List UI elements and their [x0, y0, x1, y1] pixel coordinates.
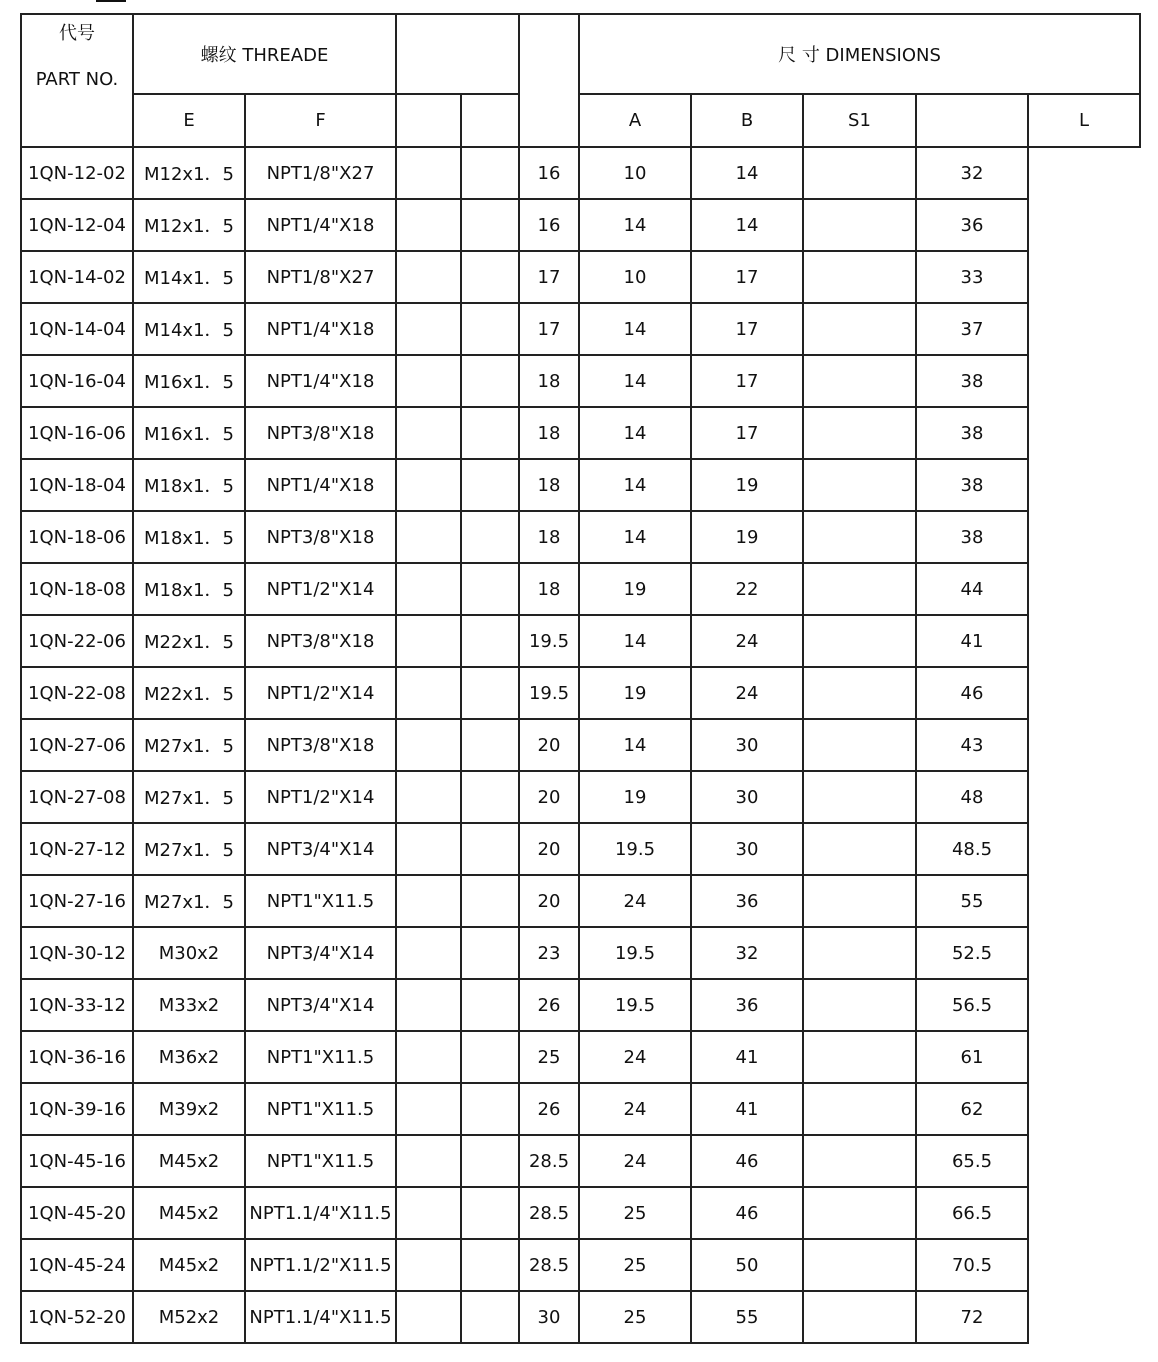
- thread-e-cell: M27x1．5: [133, 719, 245, 771]
- blank-cell: [396, 1031, 461, 1083]
- blank-cell: [803, 563, 916, 615]
- dim-l-cell: 37: [916, 303, 1028, 355]
- part-no-cell: 1QN-16-06: [21, 407, 133, 459]
- dim-b-cell: 14: [579, 459, 691, 511]
- table-row: [21, 875, 1140, 927]
- dim-s1-cell: 19: [691, 511, 803, 563]
- thread-e-cell: M27x1．5: [133, 771, 245, 823]
- blank-cell: [803, 1135, 916, 1187]
- blank-cell: [396, 511, 461, 563]
- dim-a-cell: 28.5: [519, 1187, 579, 1239]
- dim-s1-cell: 55: [691, 1291, 803, 1343]
- dim-s1-cell: 17: [691, 355, 803, 407]
- blank-cell: [461, 1083, 519, 1135]
- thread-f-cell: NPT3/8"X18: [245, 407, 396, 459]
- thread-e-cell: M39x2: [133, 1083, 245, 1135]
- dim-a-cell: 18: [519, 459, 579, 511]
- thread-f-cell: NPT1/4"X18: [245, 459, 396, 511]
- thread-e-cell: M12x1．5: [133, 199, 245, 251]
- part-no-cell: 1QN-52-20: [21, 1291, 133, 1343]
- dim-a-cell: 20: [519, 771, 579, 823]
- part-no-cell: 1QN-27-06: [21, 719, 133, 771]
- part-no-header: [21, 14, 133, 147]
- dim-s1-cell: 17: [691, 303, 803, 355]
- blank-cell: [396, 771, 461, 823]
- blank-cell: [803, 771, 916, 823]
- dim-a-cell: 18: [519, 511, 579, 563]
- dim-a-cell: 25: [519, 1031, 579, 1083]
- table-row: [21, 251, 1140, 303]
- thread-f-cell: NPT1/2"X14: [245, 667, 396, 719]
- blank-cell: [461, 147, 519, 199]
- thread-e-cell: M27x1．5: [133, 823, 245, 875]
- dim-s1-cell: 17: [691, 407, 803, 459]
- blank-cell: [803, 407, 916, 459]
- top-rule-mark: [96, 0, 126, 2]
- dim-s1-cell: 19: [691, 459, 803, 511]
- blank-cell: [461, 979, 519, 1031]
- blank-cell: [461, 199, 519, 251]
- thread-f-cell: NPT1.1/4"X11.5: [245, 1187, 396, 1239]
- blank-cell: [396, 667, 461, 719]
- dim-a-cell: 20: [519, 823, 579, 875]
- table-row: [21, 147, 1140, 199]
- blank-cell: [803, 355, 916, 407]
- dim-s1-cell: 14: [691, 199, 803, 251]
- thread-e-cell: M30x2: [133, 927, 245, 979]
- dim-b-cell: 10: [579, 147, 691, 199]
- part-no-cell: 1QN-12-04: [21, 199, 133, 251]
- dim-l-cell: 38: [916, 511, 1028, 563]
- dim-l-cell: 38: [916, 355, 1028, 407]
- blank-cell: [396, 1239, 461, 1291]
- dim-l-cell: 46: [916, 667, 1028, 719]
- blank-cell: [803, 147, 916, 199]
- dim-b-cell: 19: [579, 771, 691, 823]
- dim-a-cell: 18: [519, 355, 579, 407]
- blank-cell: [803, 615, 916, 667]
- table-row: [21, 1031, 1140, 1083]
- blank-cell: [396, 1187, 461, 1239]
- part-no-cell: 1QN-27-12: [21, 823, 133, 875]
- thread-f-cell: NPT3/8"X18: [245, 719, 396, 771]
- dim-b-cell: 19: [579, 667, 691, 719]
- thread-e-cell: M27x1．5: [133, 875, 245, 927]
- dim-l-cell: 32: [916, 147, 1028, 199]
- part-no-cell: 1QN-18-06: [21, 511, 133, 563]
- dim-s1-cell: 36: [691, 979, 803, 1031]
- dim-s1-cell: 30: [691, 719, 803, 771]
- table-row: [21, 199, 1140, 251]
- thread-e-cell: M22x1．5: [133, 615, 245, 667]
- dim-l-cell: 33: [916, 251, 1028, 303]
- dimensions-group-header: 尺 寸 DIMENSIONS: [579, 14, 1140, 94]
- thread-f-cell: NPT1.1/4"X11.5: [245, 1291, 396, 1343]
- dim-b-cell: 24: [579, 875, 691, 927]
- thread-e-cell: M18x1．5: [133, 563, 245, 615]
- blank-cell: [803, 251, 916, 303]
- blank-cell: [461, 719, 519, 771]
- blank-cell: [803, 1291, 916, 1343]
- dim-a-cell: 26: [519, 1083, 579, 1135]
- blank-cell: [461, 667, 519, 719]
- dim-s1-cell: 24: [691, 615, 803, 667]
- dim-s1-cell: 30: [691, 823, 803, 875]
- dim-b-cell: 14: [579, 615, 691, 667]
- dim-b-cell: 19.5: [579, 823, 691, 875]
- table-row: [21, 459, 1140, 511]
- thread-f-cell: NPT1/4"X18: [245, 199, 396, 251]
- blank-cell: [803, 667, 916, 719]
- dim-s1-cell: 22: [691, 563, 803, 615]
- dim-b-cell: 10: [579, 251, 691, 303]
- dim-l-cell: 62: [916, 1083, 1028, 1135]
- dim-l-cell: 44: [916, 563, 1028, 615]
- dim-b-cell: 24: [579, 1135, 691, 1187]
- blank-cell: [461, 1291, 519, 1343]
- blank-cell: [396, 1135, 461, 1187]
- dim-b-cell: 25: [579, 1187, 691, 1239]
- blank-cell: [803, 823, 916, 875]
- blank-cell: [461, 251, 519, 303]
- blank-cell: [803, 1083, 916, 1135]
- table-row: [21, 667, 1140, 719]
- dim-b-cell: 14: [579, 407, 691, 459]
- part-no-cell: 1QN-14-02: [21, 251, 133, 303]
- part-no-cell: 1QN-30-12: [21, 927, 133, 979]
- dim-b-cell: 24: [579, 1031, 691, 1083]
- table-row: [21, 1239, 1140, 1291]
- dim-a-cell: 19.5: [519, 615, 579, 667]
- dim-l-cell: 43: [916, 719, 1028, 771]
- dim-b-cell: 24: [579, 1083, 691, 1135]
- thread-f-cell: NPT3/4"X14: [245, 979, 396, 1031]
- thread-f-cell: NPT1"X11.5: [245, 1031, 396, 1083]
- thread-f-cell: NPT3/8"X18: [245, 615, 396, 667]
- part-no-cell: 1QN-14-04: [21, 303, 133, 355]
- blank-cell: [461, 563, 519, 615]
- dim-b-cell: 25: [579, 1239, 691, 1291]
- dim-l-cell: 48.5: [916, 823, 1028, 875]
- dim-a-cell: 19.5: [519, 667, 579, 719]
- blank-cell: [396, 875, 461, 927]
- dim-l-cell: 52.5: [916, 927, 1028, 979]
- dim-a-cell: 20: [519, 875, 579, 927]
- dim-b-cell: 19: [579, 563, 691, 615]
- part-no-header-cn: 代号: [59, 23, 95, 44]
- table-row: [21, 1187, 1140, 1239]
- blank-cell: [396, 147, 461, 199]
- blank-cell: [396, 563, 461, 615]
- blank-cell: [396, 459, 461, 511]
- dim-l-cell: 70.5: [916, 1239, 1028, 1291]
- thread-e-cell: M14x1．5: [133, 251, 245, 303]
- blank-cell: [803, 199, 916, 251]
- table-row: [21, 771, 1140, 823]
- thread-f-cell: NPT1"X11.5: [245, 1135, 396, 1187]
- dim-s1-cell: 36: [691, 875, 803, 927]
- thread-f-cell: NPT3/4"X14: [245, 927, 396, 979]
- dim-s1-cell: 17: [691, 251, 803, 303]
- part-no-cell: 1QN-18-08: [21, 563, 133, 615]
- part-no-cell: 1QN-18-04: [21, 459, 133, 511]
- table-row: [21, 563, 1140, 615]
- dim-s1-cell: 50: [691, 1239, 803, 1291]
- part-no-cell: 1QN-22-06: [21, 615, 133, 667]
- dim-l-cell: 61: [916, 1031, 1028, 1083]
- col-s1-header: S1: [803, 94, 916, 147]
- col-a-header: A: [579, 94, 691, 147]
- part-no-cell: 1QN-22-08: [21, 667, 133, 719]
- dim-b-cell: 19.5: [579, 927, 691, 979]
- dim-l-cell: 48: [916, 771, 1028, 823]
- dim-s1-cell: 41: [691, 1031, 803, 1083]
- col-e-header: E: [133, 94, 245, 147]
- table-row: [21, 1135, 1140, 1187]
- blank-cell: [461, 303, 519, 355]
- thread-f-cell: NPT1.1/2"X11.5: [245, 1239, 396, 1291]
- table-row: [21, 823, 1140, 875]
- table-row: [21, 511, 1140, 563]
- dim-s1-cell: 32: [691, 927, 803, 979]
- blank-cell: [803, 1187, 916, 1239]
- table-row: [21, 407, 1140, 459]
- blank-header-2: [396, 94, 461, 147]
- dim-a-cell: 26: [519, 979, 579, 1031]
- thread-f-cell: NPT1/8"X27: [245, 147, 396, 199]
- dim-b-cell: 14: [579, 719, 691, 771]
- thread-group-header: 螺纹 THREADE: [133, 14, 396, 94]
- part-no-cell: 1QN-39-16: [21, 1083, 133, 1135]
- blank-cell: [461, 1031, 519, 1083]
- table-row: [21, 1291, 1140, 1343]
- col-l-header: L: [1028, 94, 1140, 147]
- blank-cell: [461, 1187, 519, 1239]
- thread-e-cell: M33x2: [133, 979, 245, 1031]
- blank-header-1: [396, 14, 519, 94]
- dim-b-cell: 25: [579, 1291, 691, 1343]
- thread-f-cell: NPT1/2"X14: [245, 771, 396, 823]
- part-no-cell: 1QN-16-04: [21, 355, 133, 407]
- table-row: [21, 719, 1140, 771]
- dim-a-cell: 23: [519, 927, 579, 979]
- thread-f-cell: NPT1"X11.5: [245, 875, 396, 927]
- blank-cell: [461, 771, 519, 823]
- thread-e-cell: M22x1．5: [133, 667, 245, 719]
- dim-a-cell: 18: [519, 407, 579, 459]
- dim-s1-cell: 14: [691, 147, 803, 199]
- blank-cell: [803, 303, 916, 355]
- thread-e-cell: M18x1．5: [133, 459, 245, 511]
- dim-l-cell: 56.5: [916, 979, 1028, 1031]
- dim-b-cell: 19.5: [579, 979, 691, 1031]
- thread-f-cell: NPT1/8"X27: [245, 251, 396, 303]
- thread-e-cell: M45x2: [133, 1187, 245, 1239]
- dim-b-cell: 14: [579, 511, 691, 563]
- dim-a-cell: 30: [519, 1291, 579, 1343]
- part-no-header-en: PART NO.: [35, 69, 119, 90]
- part-no-cell: 1QN-36-16: [21, 1031, 133, 1083]
- blank-header-3: [461, 94, 519, 147]
- part-no-cell: 1QN-45-24: [21, 1239, 133, 1291]
- dim-a-cell: 28.5: [519, 1239, 579, 1291]
- col-f-header: F: [245, 94, 396, 147]
- table-row: [21, 355, 1140, 407]
- thread-f-cell: NPT1/4"X18: [245, 303, 396, 355]
- blank-cell: [461, 407, 519, 459]
- table-row: [21, 615, 1140, 667]
- thread-e-cell: M12x1．5: [133, 147, 245, 199]
- blank-cell: [461, 823, 519, 875]
- blank-cell: [803, 979, 916, 1031]
- table-row: [21, 927, 1140, 979]
- dimensions-table: [20, 13, 1141, 1344]
- blank-cell: [396, 1291, 461, 1343]
- blank-cell: [396, 199, 461, 251]
- table-row: [21, 1083, 1140, 1135]
- blank-cell: [803, 511, 916, 563]
- thread-e-cell: M45x2: [133, 1135, 245, 1187]
- blank-cell: [803, 927, 916, 979]
- blank-cell: [396, 927, 461, 979]
- thread-e-cell: M16x1．5: [133, 355, 245, 407]
- thread-f-cell: NPT3/4"X14: [245, 823, 396, 875]
- dim-l-cell: 41: [916, 615, 1028, 667]
- table-row: [21, 303, 1140, 355]
- blank-cell: [461, 355, 519, 407]
- part-no-cell: 1QN-45-16: [21, 1135, 133, 1187]
- thread-f-cell: NPT1/2"X14: [245, 563, 396, 615]
- blank-cell: [461, 1239, 519, 1291]
- blank-separator-column: [519, 14, 579, 147]
- thread-f-cell: NPT1/4"X18: [245, 355, 396, 407]
- dim-a-cell: 18: [519, 563, 579, 615]
- blank-cell: [396, 355, 461, 407]
- blank-cell: [396, 303, 461, 355]
- dim-a-cell: 16: [519, 147, 579, 199]
- dim-s1-cell: 41: [691, 1083, 803, 1135]
- blank-cell: [461, 459, 519, 511]
- part-no-cell: 1QN-27-08: [21, 771, 133, 823]
- dim-l-cell: 36: [916, 199, 1028, 251]
- dim-a-cell: 28.5: [519, 1135, 579, 1187]
- dim-a-cell: 20: [519, 719, 579, 771]
- dim-l-cell: 66.5: [916, 1187, 1028, 1239]
- thread-e-cell: M52x2: [133, 1291, 245, 1343]
- blank-cell: [396, 979, 461, 1031]
- dim-l-cell: 38: [916, 407, 1028, 459]
- dim-a-cell: 17: [519, 251, 579, 303]
- thread-f-cell: NPT1"X11.5: [245, 1083, 396, 1135]
- blank-cell: [396, 251, 461, 303]
- thread-e-cell: M45x2: [133, 1239, 245, 1291]
- dim-l-cell: 55: [916, 875, 1028, 927]
- blank-cell: [461, 511, 519, 563]
- blank-cell: [396, 1083, 461, 1135]
- blank-cell: [803, 1239, 916, 1291]
- thread-f-cell: NPT3/8"X18: [245, 511, 396, 563]
- col-b-header: B: [691, 94, 803, 147]
- dim-a-cell: 17: [519, 303, 579, 355]
- dim-l-cell: 38: [916, 459, 1028, 511]
- blank-cell: [461, 1135, 519, 1187]
- table-row: [21, 979, 1140, 1031]
- dim-b-cell: 14: [579, 199, 691, 251]
- dim-s1-cell: 46: [691, 1135, 803, 1187]
- dim-s1-cell: 30: [691, 771, 803, 823]
- part-no-cell: 1QN-45-20: [21, 1187, 133, 1239]
- dim-b-cell: 14: [579, 303, 691, 355]
- thread-e-cell: M18x1．5: [133, 511, 245, 563]
- dim-l-cell: 65.5: [916, 1135, 1028, 1187]
- blank-cell: [803, 875, 916, 927]
- blank-cell: [396, 407, 461, 459]
- blank-cell: [396, 719, 461, 771]
- thread-e-cell: M36x2: [133, 1031, 245, 1083]
- blank-cell: [803, 719, 916, 771]
- blank-cell: [803, 1031, 916, 1083]
- dim-s1-cell: 46: [691, 1187, 803, 1239]
- dim-s1-cell: 24: [691, 667, 803, 719]
- dim-a-cell: 16: [519, 199, 579, 251]
- blank-cell: [461, 927, 519, 979]
- blank-cell: [461, 615, 519, 667]
- part-no-cell: 1QN-33-12: [21, 979, 133, 1031]
- blank-header-4: [916, 94, 1028, 147]
- thread-e-cell: M16x1．5: [133, 407, 245, 459]
- blank-cell: [396, 823, 461, 875]
- part-no-cell: 1QN-27-16: [21, 875, 133, 927]
- dim-b-cell: 14: [579, 355, 691, 407]
- blank-cell: [461, 875, 519, 927]
- dim-l-cell: 72: [916, 1291, 1028, 1343]
- thread-e-cell: M14x1．5: [133, 303, 245, 355]
- blank-cell: [396, 615, 461, 667]
- blank-cell: [803, 459, 916, 511]
- part-no-cell: 1QN-12-02: [21, 147, 133, 199]
